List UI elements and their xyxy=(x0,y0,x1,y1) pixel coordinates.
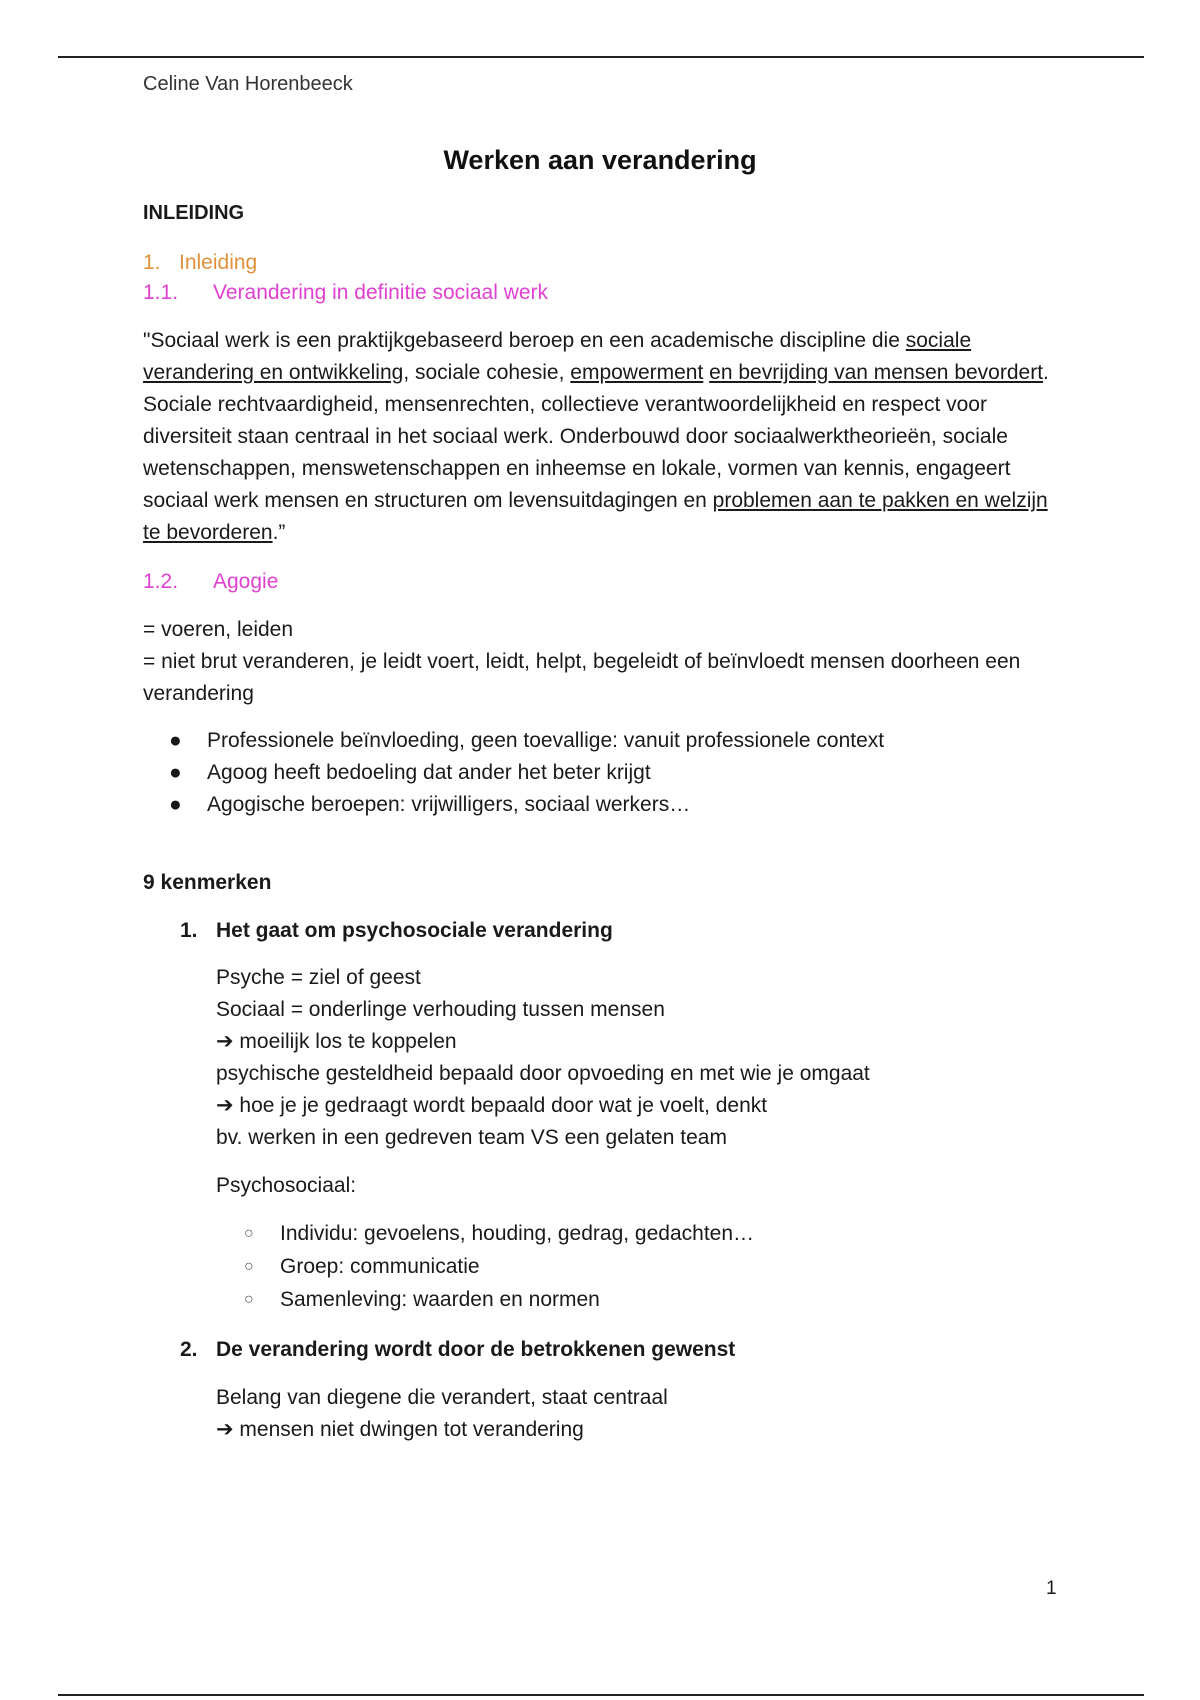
header-rule xyxy=(58,56,1144,58)
list-item xyxy=(143,725,1063,757)
page-number: 1 xyxy=(1046,1578,1057,1599)
list-item xyxy=(216,1283,1096,1316)
body-line: ➔ hoe je je gedraagt wordt bepaald door wat je voelt, denkt xyxy=(216,1094,768,1117)
document-title: Werken aan verandering xyxy=(443,145,757,175)
heading-text: Verandering in definitie sociaal werk xyxy=(213,281,549,304)
body-line: Sociaal = onderlinge verhouding tussen mensen xyxy=(216,998,665,1021)
body-line: psychische gesteldheid bepaald door opvoeding en met wie je omgaat xyxy=(216,1062,870,1085)
list-item-text: Groep: communicatie xyxy=(280,1255,480,1278)
kenmerken-heading: 9 kenmerken xyxy=(143,871,272,894)
body-line: bv. werken in een gedreven team VS een gelaten team xyxy=(216,1126,727,1149)
body-line: ➔ mensen niet dwingen tot verandering xyxy=(216,1418,584,1441)
section-intro-heading: INLEIDING xyxy=(143,202,245,224)
heading-number: 1.1. xyxy=(143,281,179,304)
list-item xyxy=(143,789,1063,821)
list-item-text: Samenleving: waarden en normen xyxy=(280,1288,600,1311)
agogie-bullet-list xyxy=(143,725,1063,821)
kenmerk-title: De verandering wordt door de betrokkenen gewenst xyxy=(216,1338,736,1361)
definition-text: . Sociale rechtvaardigheid, mensenrechten, collectieve verantwoordelijkheid en respect voor diversiteit staan centraal in het sociaal werk. Onderbouwd door sociaalwerktheorieën, sociale wetenschappen, menswetenschappen en inheemse en lokale, vormen van kennis, engageert sociaal werk mensen en structuren om levensuitdagingen en xyxy=(143,361,1049,512)
kenmerk-1-heading xyxy=(180,919,613,943)
heading-1-1 xyxy=(143,281,548,305)
body-line: ➔ moeilijk los te koppelen xyxy=(216,1030,457,1053)
heading-1-2 xyxy=(143,570,278,594)
definition-underline: sociale verandering en ontwikkeling xyxy=(143,329,972,384)
heading-number: 1. xyxy=(143,251,161,274)
definition-paragraph xyxy=(143,325,1063,549)
kenmerk-1-body xyxy=(216,962,1116,1154)
kenmerk-number: 1. xyxy=(180,919,198,942)
list-item-text: Agoog heeft bedoeling dat ander het beter krijgt xyxy=(207,761,651,784)
definition-underline: en bevrijding van mensen bevordert xyxy=(709,361,1044,384)
definition-text: .” xyxy=(272,521,286,544)
bullet-icon: ● xyxy=(169,729,182,752)
heading-text: Agogie xyxy=(213,570,279,593)
kenmerk-number: 2. xyxy=(180,1338,198,1361)
agogie-line: = niet brut veranderen, je leidt voert, leidt, helpt, begeleidt of beïnvloedt mensen doorheen een verandering xyxy=(143,650,1021,705)
heading-text: Inleiding xyxy=(179,251,258,274)
list-item-text: Individu: gevoelens, houding, gedrag, gedachten… xyxy=(280,1222,755,1245)
kenmerk-title: Het gaat om psychosociale verandering xyxy=(216,919,613,942)
definition-underline: problemen aan te pakken en welzijn te bevorderen xyxy=(143,489,1048,544)
definition-text: "Sociaal werk is een praktijkgebaseerd beroep en een academische discipline die xyxy=(143,329,906,352)
bullet-icon: ● xyxy=(169,793,182,816)
kenmerk-2-body xyxy=(216,1382,1116,1446)
heading-number: 1.2. xyxy=(143,570,179,593)
author-name: Celine Van Horenbeeck xyxy=(143,73,353,95)
psychosociaal-list xyxy=(216,1217,1096,1316)
body-line: Psyche = ziel of geest xyxy=(216,966,421,989)
footer-rule xyxy=(58,1694,1144,1696)
definition-text: , sociale cohesie, xyxy=(403,361,571,384)
list-item xyxy=(143,757,1063,789)
psychosociaal-label: Psychosociaal: xyxy=(216,1174,357,1197)
list-item-text: Agogische beroepen: vrijwilligers, sociaal werkers… xyxy=(207,793,691,816)
agogie-line: = voeren, leiden xyxy=(143,618,294,641)
agogie-definition xyxy=(143,614,1063,710)
bullet-icon: ● xyxy=(169,761,182,784)
list-item xyxy=(216,1217,1096,1250)
list-item xyxy=(216,1250,1096,1283)
body-line: Belang van diegene die verandert, staat centraal xyxy=(216,1386,668,1409)
circle-bullet-icon: ○ xyxy=(244,1291,254,1308)
circle-bullet-icon: ○ xyxy=(244,1258,254,1275)
circle-bullet-icon: ○ xyxy=(244,1225,254,1242)
heading-1 xyxy=(143,251,257,275)
definition-underline: empowerment xyxy=(570,361,704,384)
list-item-text: Professionele beïnvloeding, geen toevallige: vanuit professionele context xyxy=(207,729,885,752)
kenmerk-2-heading xyxy=(180,1338,735,1362)
